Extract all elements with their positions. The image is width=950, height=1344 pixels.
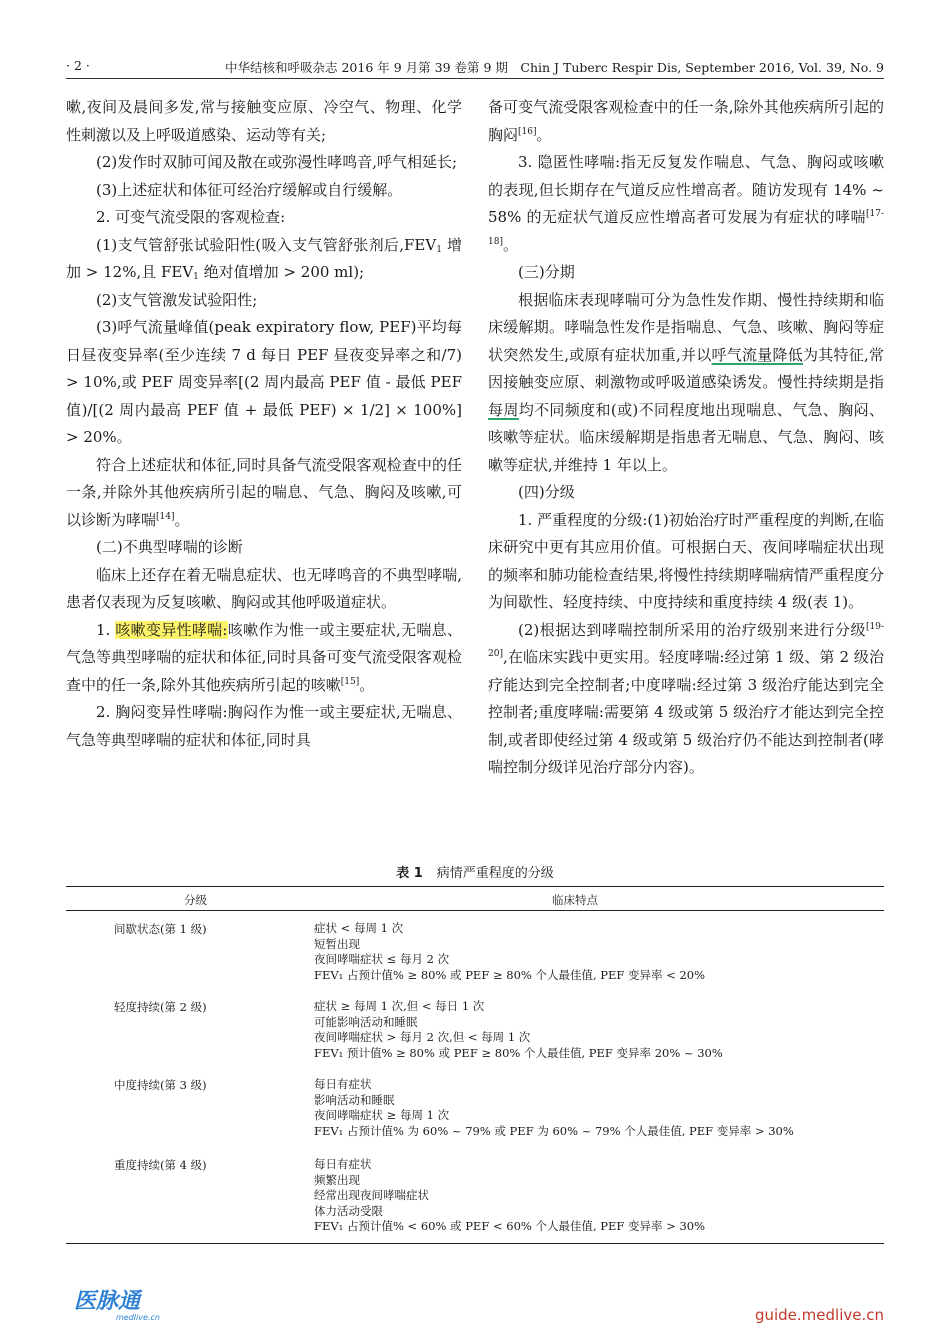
feature-line: 每日有症状 xyxy=(314,1077,372,1091)
table-header xyxy=(66,887,884,910)
paragraph: (2)根据达到哮喘控制所采用的治疗级别来进行分级[19-20],在临床实践中更实用。轻度哮喘:经过第 1 级、第 2 级治疗能达到完全控制者;中度哮喘:经过第 3 级治疗能达到完全控制者;重度哮喘:需要第 4 级或第 5 级治疗才能达到完全控制,或者即使经过第 4 级或第 5 级治疗仍不能达到控制者(哮喘控制分级详见治疗部分内容)。 xyxy=(488,620,884,776)
paragraph: 1. 严重程度的分级:(1)初始治疗时严重程度的判断,在临床研究中更有其应用价值。可根据白天、夜间哮喘症状出现的频率和肺功能检查结果,将慢性持续期哮喘病情严重程度分为间歇性、轻度持续、中度持续和重度持续 4 级(表 1)。 xyxy=(488,510,884,611)
severity-level: 轻度持续(第 2 级) xyxy=(114,1000,207,1014)
severity-table xyxy=(66,886,884,1244)
underlined-term: 呼气流量降低 xyxy=(711,345,803,364)
section-heading: (三)分期 xyxy=(518,263,575,281)
feature-line: FEV₁ 预计值% ≥ 80% 或 PEF ≥ 80% 个人最佳值, PEF 变异率 20% ~ 30% xyxy=(314,1045,723,1060)
table-row xyxy=(66,1157,884,1243)
paragraph: 符合上述症状和体征,同时具备气流受限客观检查中的任一条,并除外其他疾病所引起的喘息、气急、胸闷及咳嗽,可以诊断为哮喘[14]。 xyxy=(66,455,462,529)
logo-subtext: medlive.cn xyxy=(116,1313,160,1322)
table-title: 病情严重程度的分级 xyxy=(436,866,554,881)
feature-line: FEV₁ 占预计值% ≥ 80% 或 PEF ≥ 80% 个人最佳值, PEF 变异率 < 20% xyxy=(314,967,706,982)
feature-line: 夜间哮喘症状 > 每月 2 次,但 < 每周 1 次 xyxy=(314,1030,531,1044)
journal-citation: 中华结核和呼吸杂志 2016 年 9 月第 39 卷第 9 期 Chin J Tuberc Respir Dis, September 2016, Vol. 39, No. 9 xyxy=(224,60,884,75)
page-number: · 2 · xyxy=(66,58,90,73)
paragraph: 3. 隐匿性哮喘:指无反复发作喘息、气急、胸闷或咳嗽的表现,但长期存在气道反应性增高者。随访发现有 14% ~ 58% 的无症状气道反应性增高者可发展为有症状的哮喘[17-18]。 xyxy=(488,153,884,254)
paragraph: 1. 咳嗽变异性哮喘:咳嗽作为惟一或主要症状,无喘息、气急等典型哮喘的症状和体征,同时具备可变气流受限客观检查中的任一条,除外其他疾病所引起的咳嗽[15]。 xyxy=(66,620,462,694)
severity-level: 间歇状态(第 1 级) xyxy=(114,922,207,936)
table-row xyxy=(66,999,884,1077)
feature-line: FEV₁ 占预计值% < 60% 或 PEF < 60% 个人最佳值, PEF 变异率 > 30% xyxy=(314,1219,706,1233)
feature-line: FEV₁ 占预计值% 为 60% ~ 79% 或 PEF 为 60% ~ 79% 个人最佳值, PEF 变异率 > 30% xyxy=(314,1123,794,1138)
feature-line: 可能影响活动和睡眠 xyxy=(314,1014,418,1029)
logo-text: 医脉通 xyxy=(74,1289,141,1314)
feature-line: 症状 ≥ 每周 1 次,但 < 每日 1 次 xyxy=(314,999,485,1013)
severity-level: 重度持续(第 4 级) xyxy=(114,1158,207,1172)
citation-ref: [14] xyxy=(156,511,175,522)
feature-line: 每日有症状 xyxy=(314,1157,372,1171)
running-header xyxy=(66,58,884,80)
table-caption xyxy=(0,862,950,881)
citation-ref: [15] xyxy=(340,676,360,687)
paragraph: 临床上还存在着无喘息症状、也无哮鸣音的不典型哮喘,患者仅表现为反复咳嗽、胸闷或其他呼吸道症状。 xyxy=(66,565,462,611)
feature-line: 体力活动受限 xyxy=(314,1203,383,1218)
citation-ref: [17-18] xyxy=(488,209,884,247)
paragraph: 备可变气流受限客观检查中的任一条,除外其他疾病所引起的胸闷[16]。 xyxy=(488,98,884,144)
citation-ref: [16] xyxy=(518,126,537,137)
feature-line: 影响活动和睡眠 xyxy=(314,1092,395,1107)
paragraph: (1)支气管舒张试验阳性(吸入支气管舒张剂后$,FEV_1$ 增加 > 12%,且 $FEV_1$ 绝对值增加 > 200 ml); xyxy=(66,235,462,282)
table-row xyxy=(66,921,884,999)
feature-line: 频繁出现 xyxy=(314,1172,360,1187)
right-column xyxy=(488,94,884,782)
left-column xyxy=(66,94,462,754)
column-header: 分级 xyxy=(184,893,207,907)
column-header: 临床特点 xyxy=(552,893,598,907)
feature-line: 短暂出现 xyxy=(314,936,360,951)
citation-ref: [19-20] xyxy=(488,621,884,659)
paragraph: (3)上述症状和体征可经治疗缓解或自行缓解。 xyxy=(96,180,403,199)
feature-line: 夜间哮喘症状 ≤ 每月 2 次 xyxy=(314,952,450,966)
feature-line: 夜间哮喘症状 ≥ 每周 1 次 xyxy=(314,1108,450,1122)
table-label: 表 1 xyxy=(396,866,423,881)
severity-level: 中度持续(第 3 级) xyxy=(114,1078,207,1092)
medlive-logo xyxy=(70,1284,180,1324)
paragraph: 根据临床表现哮喘可分为急性发作期、慢性持续期和临床缓解期。哮喘急性发作是指喘息、气急、咳嗽、胸闷等症状突然发生,或原有症状加重,并以呼气流量降低为其特征,常因接触变应原、刺激物或呼吸道感染诱发。慢性持续期是指每周均不同频度和(或)不同程度地出现喘息、气急、胸闷、咳嗽等症状。临床缓解期是指患者无喘息、气急、胸闷、咳嗽等症状,并维持 1 年以上。 xyxy=(488,290,884,474)
header-rule xyxy=(66,78,884,79)
paragraph: (2)发作时双肺可闻及散在或弥漫性哮鸣音,呼气相延长; xyxy=(96,153,458,171)
section-heading: (二)不典型哮喘的诊断 xyxy=(96,538,243,556)
table-row xyxy=(66,1077,884,1157)
subheading: 2. 可变气流受限的客观检查: xyxy=(96,208,286,226)
paragraph: (2)支气管激发试验阳性; xyxy=(96,290,258,309)
section-heading: (四)分级 xyxy=(518,483,575,501)
feature-line: 经常出现夜间哮喘症状 xyxy=(314,1188,429,1202)
footer-url-link[interactable]: guide.medlive.cn xyxy=(754,1306,884,1324)
underlined-term: 每周 xyxy=(488,400,519,419)
feature-line: 症状 < 每周 1 次 xyxy=(314,921,404,935)
paragraph: (3)呼气流量峰值(peak expiratory flow, PEF)平均每日昼夜变异率(至少连续 7 d 每日 PEF 昼夜变异率之和/7) > 10%,或 PEF 周变异率[(2 周内最高 PEF 值 - 最低 PEF 值)/[(2 周内最高 PEF 值 + 最低 PEF) × 1/2] × 100%] > 20%。 xyxy=(66,318,462,446)
paragraph: 2. 胸闷变异性哮喘:胸闷作为惟一或主要症状,无喘息、气急等典型哮喘的症状和体征,同时具 xyxy=(66,703,462,749)
paragraph: 嗽,夜间及晨间多发,常与接触变应原、冷空气、物理、化学性刺激以及上呼吸道感染、运动等有关; xyxy=(66,98,462,144)
highlighted-term: 咳嗽变异性哮喘: xyxy=(115,620,228,639)
